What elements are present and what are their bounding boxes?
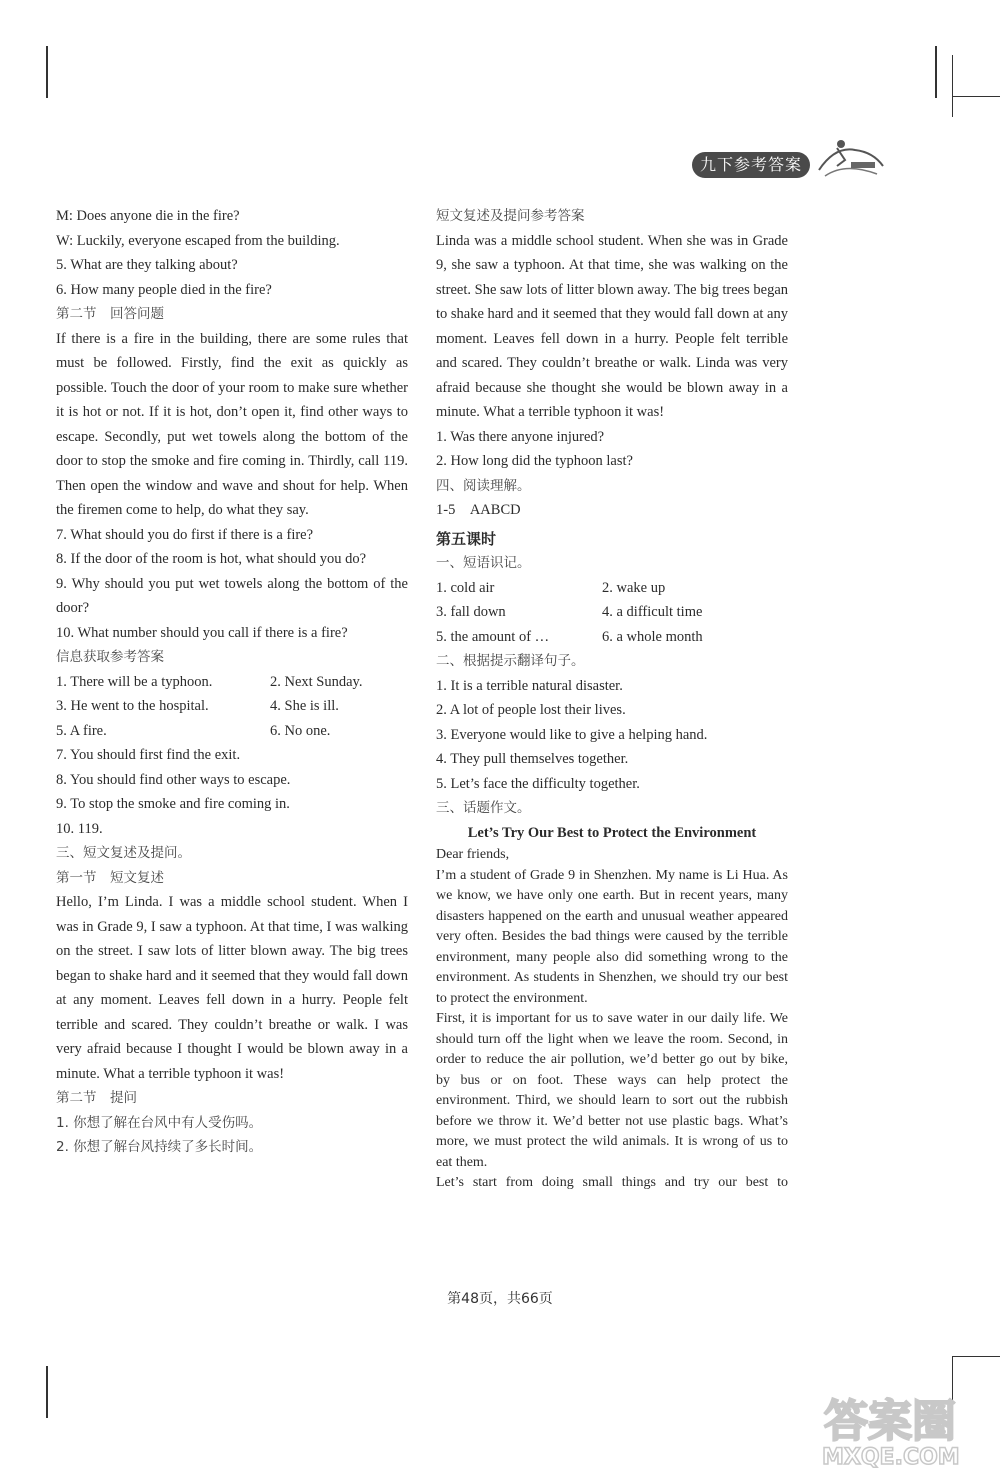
part-title: 四、阅读理解。 — [436, 477, 531, 494]
right-column — [436, 204, 788, 1194]
cn-question: 2. 你想了解台风持续了多长时间。 — [56, 1139, 263, 1155]
header-badge: 九下参考答案 — [692, 152, 810, 178]
crop-mark-top-right-v — [935, 46, 937, 98]
part-title: 二、根据提示翻译句子。 — [436, 653, 585, 669]
crop-mark-top-left — [46, 46, 48, 98]
phrase-item: 4. a difficult time — [602, 604, 703, 620]
phrase-pair-row — [436, 576, 788, 601]
answer-item: 9. To stop the smoke and fire coming in. — [56, 796, 290, 812]
retell-passage: Hello, I’m Linda. I was a middle school student. When I was in Grade 9, I saw a typhoon. At that time, I was walking on the street. I saw lots of litter blown away. The big trees began to shake hard and it seemed that they would fall down at any moment. Leaves fell down in a hurry. People felt terrible and scared. They couldn’t breathe or walk. I was very afraid because I thought I would be blown away in a minute. What a terrible typhoon it was! — [56, 894, 408, 1082]
section-title: 第二节 提问 — [56, 1090, 137, 1106]
dialog-line: 5. What are they talking about? — [56, 257, 238, 273]
crop-mark-bottom-left — [46, 1366, 48, 1418]
page-number: 第48页，共66页 — [447, 1291, 553, 1307]
part-title: 一、短语识记。 — [436, 555, 531, 571]
lesson-title: 第五课时 — [436, 529, 497, 548]
section-title: 信息获取参考答案 — [56, 649, 164, 665]
phrase-item: 6. a whole month — [602, 628, 703, 645]
answer-item: 1-5 AABCD — [436, 502, 521, 518]
dialog-line: M: Does anyone die in the fire? — [56, 208, 240, 224]
sentence-item: 1. It is a terrible natural disaster. — [436, 677, 623, 694]
sentence-item: 3. Everyone would like to give a helping hand. — [436, 726, 708, 743]
answer-item: 6. No one. — [270, 722, 331, 739]
watermark-url: MXQE.COM — [822, 1445, 960, 1468]
answer-item: 3. He went to the hospital. — [56, 698, 209, 714]
answer-item: 2. Next Sunday. — [270, 673, 363, 690]
essay-body — [436, 845, 788, 1194]
dialog-line: W: Luckily, everyone escaped from the building. — [56, 232, 340, 249]
answer-item: 4. She is ill. — [270, 698, 339, 714]
dialog-line: 6. How many people died in the fire? — [56, 281, 272, 298]
crop-mark-top-right-h — [952, 96, 1000, 97]
cn-question: 1. 你想了解在台风中有人受伤吗。 — [56, 1114, 263, 1131]
question-item: 10. What number should you call if there is a fire? — [56, 624, 348, 641]
essay-title: Let’s Try Our Best to Protect the Environment — [467, 824, 757, 841]
answer-item: 1. There will be a typhoon. — [56, 673, 213, 690]
phrase-item: 5. the amount of … — [436, 628, 550, 645]
fire-rules-passage: If there is a fire in the building, there are some rules that must be followed. Firstly, find the exit as quickly as possible. Touch the door of your room to make sure whether it is hot or not. If it is hot, don’t open it, find other ways to escape. Secondly, put wet towels along the bottom of the door to stop the smoke and fire coming in. Thirdly, call 119. Then open the window and wave and shout for help. When the firemen come to help, do what they say. — [56, 330, 408, 518]
question-item: 7. What should you do first if there is a fire? — [56, 526, 314, 543]
question-item: 2. How long did the typhoon last? — [436, 453, 633, 469]
essay-greeting: Dear friends, — [436, 847, 510, 862]
question-item: 1. Was there anyone injured? — [436, 428, 605, 445]
crop-mark-top-right-v2 — [952, 55, 953, 117]
answer-pair-row — [56, 694, 408, 719]
answer-item: 10. 119. — [56, 820, 103, 837]
answer-pair-row — [56, 719, 408, 744]
left-column — [56, 204, 408, 1160]
section-title: 第一节 短文复述 — [56, 869, 164, 886]
essay-paragraph: First, it is important for us to save water in our daily life. We should turn off the light when we leave the room. Second, in order to reduce the air pollution, we’d better go out by bike, by bus or on foot. These ways can help protect the environment. Third, we should learn to sort out the rubbish before we throw it. We’d better not use plastic bags. What’s more, we must protect the wild animals. It is wrong of us to eat them. — [436, 1011, 788, 1170]
header-logo-icon — [815, 136, 887, 182]
part-title: 三、短文复述及提问。 — [56, 845, 191, 861]
essay-paragraph: I’m a student of Grade 9 in Shenzhen. My name is Li Hua. As we know, we have only one earth. But in recent years, many disasters happened on the earth and unusual weather appeared very often. Besides the bad things were caused by the terrible environment, many people also did something wrong to the environment. As students in Shenzhen, we should try our best to protect the environment. — [436, 867, 788, 1006]
phrase-item: 2. wake up — [602, 579, 666, 596]
watermark-logo — [812, 1384, 992, 1468]
essay-paragraph: Let’s start from doing small things and try our best to — [436, 1175, 788, 1190]
sentence-item: 5. Let’s face the difficulty together. — [436, 775, 640, 792]
crop-mark-bottom-right-h — [952, 1356, 1000, 1357]
question-item: 8. If the door of the room is hot, what should you do? — [56, 551, 367, 567]
part-title: 三、话题作文。 — [436, 800, 531, 816]
question-item: 9. Why should you put wet towels along the bottom of the door? — [56, 575, 408, 616]
phrase-item: 3. fall down — [436, 604, 506, 620]
answer-item: 8. You should find other ways to escape. — [56, 771, 291, 788]
sentence-item: 2. A lot of people lost their lives. — [436, 702, 626, 718]
watermark-text: 答案圈 — [824, 1396, 956, 1447]
phrase-item: 1. cold air — [436, 579, 495, 596]
retell-reference-passage: Linda was a middle school student. When she was in Grade 9, she saw a typhoon. At that time, she was walking on the street. She saw lots of litter blown away. The big trees began to shake hard and it seemed that they would fall down at any moment. Leaves fell down in a hurry. People felt terrible and scared. They couldn’t breathe or walk. Linda was very afraid because she thought she would be blown away in a minute. What a terrible typhoon it was! — [436, 232, 788, 420]
sentence-item: 4. They pull themselves together. — [436, 751, 629, 767]
section-title: 短文复述及提问参考答案 — [436, 208, 585, 224]
answer-item: 7. You should first find the exit. — [56, 747, 241, 763]
answer-pair-row — [56, 670, 408, 695]
phrase-pair-row — [436, 600, 788, 625]
section-title: 第二节 回答问题 — [56, 306, 164, 322]
phrase-pair-row — [436, 625, 788, 650]
answer-item: 5. A fire. — [56, 722, 107, 739]
